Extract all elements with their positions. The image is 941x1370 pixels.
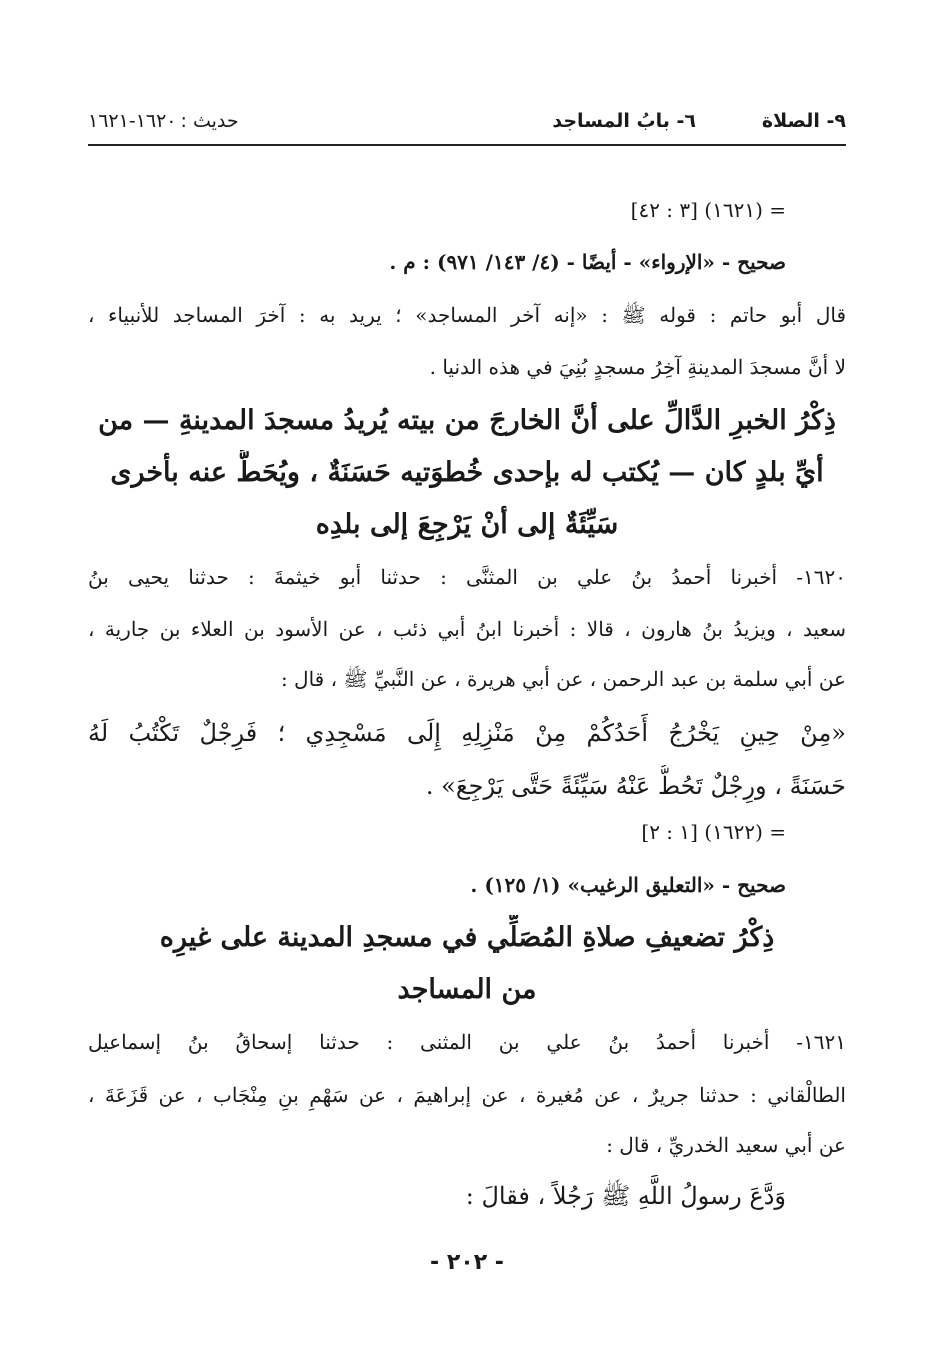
isnad-line: ١٦٢١- أخبرنا أحمدُ بنُ علي بن المثنى : حدثنا إسحاقُ بنُ إسماعيل (88, 1030, 846, 1054)
hadith-range (88, 110, 243, 132)
hadith-text: وَدَّعَ رسولُ اللَّهِ ﷺ رَجُلاً ، فقالَ : (465, 1182, 786, 1210)
chapter-heading: ذِكْرُ تضعيفِ صلاةِ المُصَلِّي في مسجدِ المدينة على غيرِه (159, 922, 775, 953)
hadith-range-value: ١٦٢٠-١٦٢١ (88, 110, 177, 132)
isnad-line: عن أبي سعيد الخدريِّ ، قال : (606, 1133, 846, 1157)
grading-line: صحيح - «التعليق الرغيب» (١/ ١٢٥) . (470, 873, 786, 897)
section-title: ٦- بابُ المساجد (552, 110, 696, 132)
chapter-title: ٩- الصلاة (761, 110, 846, 132)
grading-line: صحيح - «الإرواء» - أيضًا - (٤/ ١٤٣/ ٩٧١) : م . (389, 250, 786, 274)
isnad-line: عن أبي سلمة بن عبد الرحمن ، عن أبي هريرة ، عن النَّبيِّ ﷺ ، قال : (280, 667, 846, 691)
chapter-heading: ذِكْرُ الخبرِ الدَّالِّ على أنَّ الخارجَ من بيته يُريدُ مسجدَ المدينةِ — من (98, 405, 836, 436)
hadith-text: «مِنْ حِينِ يَخْرُجُ أَحَدُكُمْ مِنْ مَنْزِلِهِ إِلَى مَسْجِدِي ؛ فَرِجْلٌ تَكْتُبُ لَهُ (88, 719, 846, 747)
isnad-line: سعيد ، ويزيدُ بنُ هارون ، قالا : أخبرنا ابنُ أبي ذئب ، عن الأسود بن العلاء بن جارية ، (88, 617, 846, 641)
cross-reference-line: = (١٦٢١) [٣ : ٤٢] (630, 198, 786, 222)
running-header (88, 108, 846, 146)
chapter-heading: من المساجد (397, 974, 537, 1005)
isnad-line: الطالْقاني : حدثنا جريرٌ ، عن مُغيرة ، عن إبراهيمَ ، عن سَهْمِ بنِ مِنْجَاب ، عن قَزَعَةَ ، (88, 1083, 846, 1107)
commentary-line: لا أنَّ مسجدَ المدينةِ آخِرُ مسجدٍ بُنِيَ في هذه الدنيا . (429, 355, 846, 379)
hadith-text: حَسَنَةً ، ورِجْلٌ تَحُطُّ عَنْهُ سَيِّئَةً حَتَّى يَرْجِعَ» . (425, 772, 846, 800)
commentary-line: قال أبو حاتم : قوله ﷺ : «إنه آخر المساجد» ؛ يريد به : آخرَ المساجد للأنبياء ، (88, 303, 846, 327)
isnad-line: ١٦٢٠- أخبرنا أحمدُ بنُ علي بن المثنَّى : حدثنا أبو خيثمةَ : حدثنا يحيى بنُ (88, 565, 846, 589)
hadith-range-label: حديث : (180, 110, 239, 132)
chapter-heading: سَيِّئَةٌ إلى أنْ يَرْجِعَ إلى بلدِه (315, 509, 619, 540)
chapter-heading: أيِّ بلدٍ كان — يُكتب له بإحدى خُطوَتيه حَسَنَةٌ ، ويُحَطُّ عنه بأخرى (110, 457, 824, 488)
book-page (88, 0, 846, 1370)
page-number: - ٢٠٢ - (430, 1250, 504, 1275)
cross-reference-line: = (١٦٢٢) [١ : ٢] (641, 820, 786, 844)
